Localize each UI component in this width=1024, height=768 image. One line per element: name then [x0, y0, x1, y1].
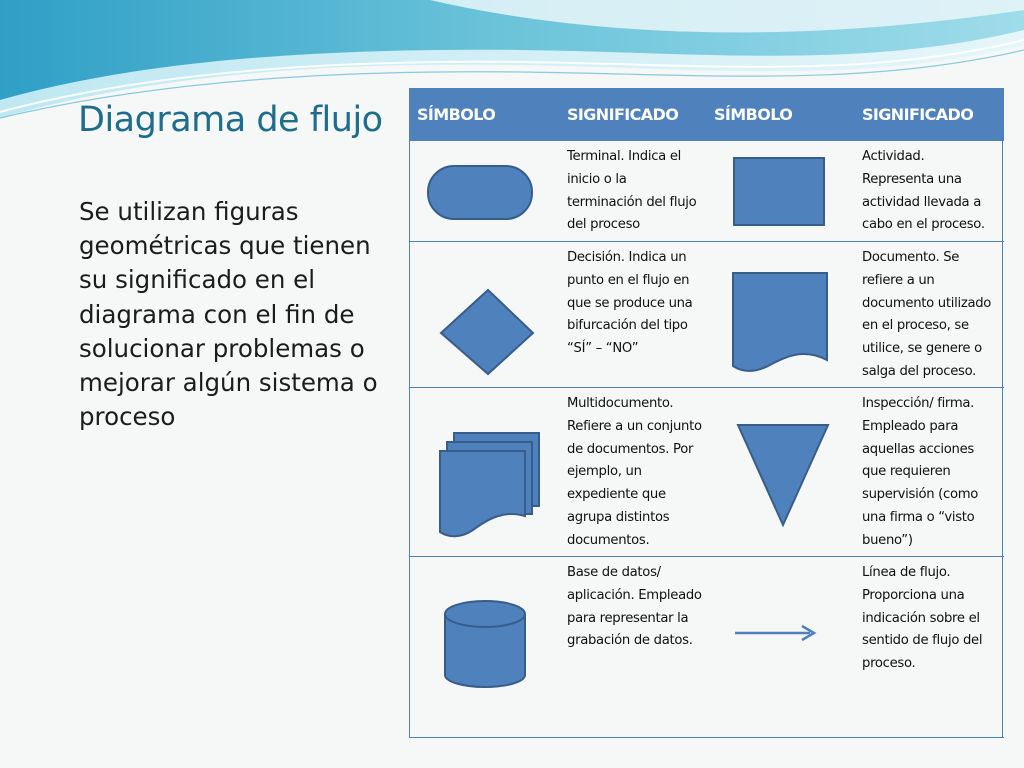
table-row	[409, 242, 1004, 388]
terminal-shape	[409, 141, 559, 236]
decision-shape	[409, 242, 559, 382]
symbol-cell	[706, 388, 854, 557]
symbol-cell	[706, 557, 854, 738]
meaning-cell: Documento. Se refiere a un documento utilizado en el proceso, se utilice, se genere o salga del proceso.	[854, 242, 1004, 388]
document-shape	[706, 242, 854, 382]
flowchart-symbol-table	[409, 88, 1004, 738]
header-symbol-1: SÍMBOLO	[409, 88, 559, 141]
meaning-cell: Línea de flujo. Proporciona una indicación sobre el sentido de flujo del proceso.	[854, 557, 1004, 738]
multidocument-shape	[409, 388, 559, 551]
symbol-cell	[706, 141, 854, 242]
table-header-row	[409, 88, 1004, 141]
symbol-cell	[409, 557, 559, 738]
symbol-cell	[409, 141, 559, 242]
meaning-cell: Multidocumento. Refiere a un conjunto de documentos. Por ejemplo, un expediente que agrupa distintos documentos.	[559, 388, 706, 557]
header-meaning-2: SIGNIFICADO	[854, 88, 1004, 141]
table-row	[409, 557, 1004, 738]
flow-line-arrow	[706, 557, 854, 732]
slide-body-text: Se utilizan figuras geométricas que tienen su significado en el diagrama con el fin de solucionar problemas o mejorar algún sistema o proceso	[79, 197, 378, 432]
symbol-cell	[409, 242, 559, 388]
activity-shape	[706, 141, 854, 236]
meaning-cell: Base de datos/ aplicación. Empleado para representar la grabación de datos.	[559, 557, 706, 738]
symbol-cell	[706, 242, 854, 388]
table-row	[409, 141, 1004, 242]
meaning-cell: Decisión. Indica un punto en el flujo en que se produce una bifurcación del tipo “SÍ” – “NO”	[559, 242, 706, 388]
database-shape	[409, 557, 559, 732]
header-symbol-2: SÍMBOLO	[706, 88, 854, 141]
meaning-cell: Actividad. Representa una actividad llevada a cabo en el proceso.	[854, 141, 1004, 242]
inspection-shape	[706, 388, 854, 551]
meaning-cell: Terminal. Indica el inicio o la terminación del flujo del proceso	[559, 141, 706, 242]
table-row	[409, 388, 1004, 557]
slide-title: Diagrama de flujo	[78, 100, 383, 140]
meaning-cell: Inspección/ firma. Empleado para aquellas acciones que requieren supervisión (como una firma o “visto bueno”)	[854, 388, 1004, 557]
header-meaning-1: SIGNIFICADO	[559, 88, 706, 141]
symbol-cell	[409, 388, 559, 557]
